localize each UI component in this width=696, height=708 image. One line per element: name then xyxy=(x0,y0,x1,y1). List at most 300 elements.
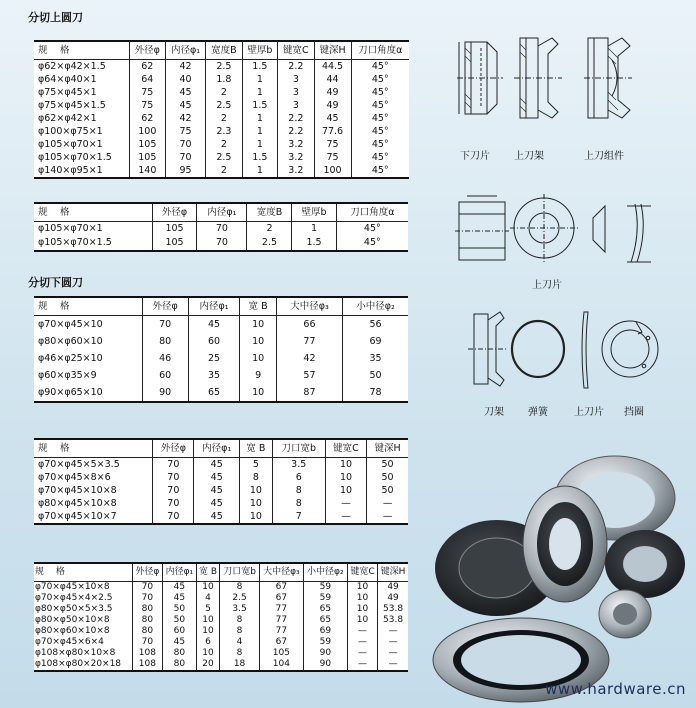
value-cell: 3.2 xyxy=(278,151,314,164)
value-cell: 42 xyxy=(276,350,342,367)
value-cell: 3.5 xyxy=(272,458,325,472)
table-row xyxy=(34,497,408,510)
value-cell: 77.6 xyxy=(314,125,351,138)
value-cell: 10 xyxy=(240,497,272,510)
value-cell: 80 xyxy=(162,648,196,659)
value-cell: 3 xyxy=(278,86,314,99)
value-cell: — xyxy=(325,510,366,524)
value-cell: 10 xyxy=(325,458,366,472)
value-cell: 75 xyxy=(129,99,165,112)
value-cell: 45 xyxy=(165,99,205,112)
spec-cell: φ108×φ80×10×8 xyxy=(35,648,116,658)
column-header: 宽度B xyxy=(247,203,292,222)
value-cell: 10 xyxy=(240,333,277,350)
value-cell: 1.5 xyxy=(242,99,278,112)
section-title-upper-blade: 分切上圆刀 xyxy=(28,11,83,24)
value-cell: 45° xyxy=(351,151,409,164)
column-header: 宽度B xyxy=(206,41,242,60)
value-cell: 8 xyxy=(220,582,260,594)
lower-blade-spec-table-2 xyxy=(34,438,408,525)
value-cell: 75 xyxy=(314,151,351,164)
value-cell: 2 xyxy=(206,138,242,151)
table-row xyxy=(34,99,409,112)
value-cell: 1.5 xyxy=(242,151,278,164)
value-cell: 10 xyxy=(196,615,219,626)
value-cell: 45 xyxy=(194,497,240,510)
spec-cell: φ75×φ45×1.5 xyxy=(38,99,106,111)
value-cell: 5 xyxy=(196,604,219,615)
value-cell: 50 xyxy=(367,471,408,484)
value-cell: 6 xyxy=(272,471,325,484)
value-cell: 95 xyxy=(165,164,205,178)
upper-blade-drawing xyxy=(455,192,675,277)
spec-cell: φ46×φ25×10 xyxy=(38,352,103,364)
lower-blade-spec-table-3 xyxy=(34,562,408,672)
value-cell: 105 xyxy=(152,236,197,251)
value-cell: 70 xyxy=(197,222,247,237)
column-header: 内径φ₁ xyxy=(194,439,240,458)
value-cell: 45° xyxy=(336,236,408,251)
value-cell: 90 xyxy=(142,384,188,402)
value-cell: 100 xyxy=(129,125,165,138)
column-header: 规 格 xyxy=(34,563,132,582)
table-row xyxy=(34,659,408,671)
value-cell: 2.2 xyxy=(278,112,314,125)
spec-cell: φ70×φ45×8×6 xyxy=(38,471,111,483)
spec-cell: φ105×φ70×1.5 xyxy=(38,151,112,163)
column-header: 内径φ₁ xyxy=(188,297,240,316)
column-header: 键深H xyxy=(314,41,351,60)
value-cell: 10 xyxy=(196,626,219,637)
column-header: 规 格 xyxy=(34,439,153,458)
column-header: 键宽C xyxy=(347,563,377,582)
value-cell: 80 xyxy=(142,333,188,350)
value-cell: 45 xyxy=(194,471,240,484)
value-cell: 3.2 xyxy=(278,138,314,151)
column-header: 外径φ xyxy=(153,439,194,458)
value-cell: 140 xyxy=(129,164,165,178)
value-cell: 45° xyxy=(351,60,409,74)
value-cell: 70 xyxy=(142,316,188,334)
table-row xyxy=(34,637,408,648)
value-cell: 2 xyxy=(206,86,242,99)
value-cell: 45° xyxy=(351,164,409,178)
value-cell: 2 xyxy=(206,112,242,125)
spec-cell: φ70×φ45×6×4 xyxy=(35,637,104,647)
column-header: 刀口宽b xyxy=(272,439,325,458)
value-cell: 10 xyxy=(240,484,272,497)
value-cell: 46 xyxy=(142,350,188,367)
value-cell: — xyxy=(347,648,377,659)
value-cell: 56 xyxy=(343,316,408,334)
value-cell: 10 xyxy=(325,471,366,484)
caption-upper-blade: 上刀片 xyxy=(532,280,562,291)
value-cell: 70 xyxy=(165,138,205,151)
spec-cell: φ64×φ40×1 xyxy=(38,73,97,85)
value-cell: 77 xyxy=(259,604,303,615)
value-cell: 3.2 xyxy=(278,164,314,178)
value-cell: 90 xyxy=(303,659,347,671)
value-cell: 45 xyxy=(165,86,205,99)
table-row xyxy=(34,350,408,367)
spec-cell: φ70×φ45×5×3.5 xyxy=(38,458,120,470)
spec-cell: φ80×φ60×10×8 xyxy=(35,626,110,636)
column-header: 大中径φ₃ xyxy=(259,563,303,582)
value-cell: 2.5 xyxy=(220,593,260,604)
value-cell: 8 xyxy=(220,626,260,637)
value-cell: 2.5 xyxy=(247,236,292,251)
value-cell: 70 xyxy=(153,471,194,484)
value-cell: 67 xyxy=(259,582,303,594)
table-row xyxy=(34,471,408,484)
value-cell: 45° xyxy=(351,125,409,138)
column-header: 规 格 xyxy=(34,203,152,222)
value-cell: 2.5 xyxy=(206,99,242,112)
table-row xyxy=(34,510,408,524)
column-header: 小中径φ₂ xyxy=(303,563,347,582)
value-cell: 50 xyxy=(162,615,196,626)
value-cell: — xyxy=(325,497,366,510)
caption-upper-assembly: 上刀组件 xyxy=(584,151,624,162)
table-row xyxy=(34,60,409,74)
value-cell: — xyxy=(378,626,408,637)
value-cell: 8 xyxy=(220,615,260,626)
value-cell: — xyxy=(378,648,408,659)
value-cell: — xyxy=(347,626,377,637)
value-cell: 105 xyxy=(129,138,165,151)
product-photo xyxy=(425,446,690,701)
value-cell: 70 xyxy=(132,637,162,648)
value-cell: 8 xyxy=(240,471,272,484)
caption-upper-blade-2: 上刀片 xyxy=(574,407,604,418)
column-header: 键深H xyxy=(367,439,408,458)
value-cell: 49 xyxy=(314,99,351,112)
value-cell: 70 xyxy=(165,151,205,164)
value-cell: 50 xyxy=(367,484,408,497)
spec-cell: φ60×φ35×9 xyxy=(38,369,97,381)
value-cell: 45 xyxy=(162,582,196,594)
value-cell: 2 xyxy=(206,164,242,178)
column-header: 内径φ₁ xyxy=(162,563,196,582)
table-row xyxy=(34,316,408,334)
value-cell: 60 xyxy=(188,333,240,350)
lower-blade-spec-table xyxy=(34,296,408,403)
value-cell: 67 xyxy=(259,593,303,604)
value-cell: 35 xyxy=(188,367,240,384)
value-cell: 105 xyxy=(152,222,197,237)
value-cell: 53.8 xyxy=(378,604,408,615)
value-cell: 87 xyxy=(276,384,342,402)
value-cell: 1.5 xyxy=(242,60,278,74)
value-cell: 77 xyxy=(259,615,303,626)
spec-cell: φ90×φ65×10 xyxy=(38,386,103,398)
spec-cell: φ80×φ45×10×8 xyxy=(38,497,117,509)
caption-retainer: 挡圈 xyxy=(624,407,644,418)
value-cell: 60 xyxy=(162,626,196,637)
column-header: 外径φ xyxy=(132,563,162,582)
column-header: 键宽C xyxy=(278,41,314,60)
spec-cell: φ80×φ60×10 xyxy=(38,335,103,347)
value-cell: 1.5 xyxy=(292,236,336,251)
value-cell: 10 xyxy=(240,316,277,334)
value-cell: 2.3 xyxy=(206,125,242,138)
value-cell: 69 xyxy=(303,626,347,637)
value-cell: 104 xyxy=(259,659,303,671)
holder-spring-drawing xyxy=(466,304,666,394)
value-cell: 59 xyxy=(303,637,347,648)
spec-cell: φ108×φ80×20×18 xyxy=(35,659,122,669)
value-cell: 10 xyxy=(347,604,377,615)
spec-cell: φ70×φ45×4×2.5 xyxy=(35,593,113,603)
column-header: 外径φ xyxy=(142,297,188,316)
spec-cell: φ105×φ70×1 xyxy=(38,138,103,150)
value-cell: 10 xyxy=(240,384,277,402)
value-cell: 59 xyxy=(303,582,347,594)
column-header: 刀口角度α xyxy=(351,41,409,60)
upper-blade-spec-table xyxy=(34,40,409,179)
table-row xyxy=(34,164,409,178)
value-cell: 50 xyxy=(367,458,408,472)
value-cell: 77 xyxy=(259,626,303,637)
value-cell: 90 xyxy=(303,648,347,659)
value-cell: — xyxy=(347,637,377,648)
table-row xyxy=(34,112,409,125)
value-cell: 10 xyxy=(196,648,219,659)
value-cell: 10 xyxy=(240,350,277,367)
column-header: 内径φ₁ xyxy=(197,203,247,222)
value-cell: 1 xyxy=(242,112,278,125)
value-cell: 65 xyxy=(303,615,347,626)
value-cell: 75 xyxy=(165,125,205,138)
spec-cell: φ70×φ45×10 xyxy=(38,318,103,330)
value-cell: 1 xyxy=(242,73,278,86)
value-cell: 45 xyxy=(194,458,240,472)
value-cell: 1 xyxy=(242,164,278,178)
value-cell: 62 xyxy=(129,112,165,125)
value-cell: 9 xyxy=(240,367,277,384)
caption-spring: 弹簧 xyxy=(528,407,548,418)
value-cell: 67 xyxy=(259,637,303,648)
value-cell: 3 xyxy=(278,73,314,86)
value-cell: 10 xyxy=(347,582,377,594)
value-cell: 49 xyxy=(378,593,408,604)
value-cell: 45° xyxy=(351,99,409,112)
value-cell: 70 xyxy=(153,458,194,472)
upper-assembly-drawing xyxy=(582,28,634,128)
value-cell: 1 xyxy=(242,86,278,99)
spec-cell: φ70×φ45×10×7 xyxy=(38,510,117,522)
table-row xyxy=(34,582,408,594)
value-cell: 45 xyxy=(162,593,196,604)
value-cell: 18 xyxy=(220,659,260,671)
column-header: 键深H xyxy=(378,563,408,582)
value-cell: 2.5 xyxy=(206,151,242,164)
value-cell: 75 xyxy=(314,138,351,151)
value-cell: 108 xyxy=(132,659,162,671)
table-row xyxy=(34,222,408,237)
caption-holder: 刀架 xyxy=(484,407,504,418)
spec-cell: φ80×φ50×10×8 xyxy=(35,615,110,625)
value-cell: 70 xyxy=(153,510,194,524)
value-cell: 70 xyxy=(132,582,162,594)
table-row xyxy=(34,86,409,99)
value-cell: 70 xyxy=(153,484,194,497)
spec-cell: φ80×φ50×5×3.5 xyxy=(35,604,113,614)
value-cell: 8 xyxy=(272,484,325,497)
table-row xyxy=(34,484,408,497)
value-cell: 3.5 xyxy=(220,604,260,615)
column-header: 小中径φ₂ xyxy=(343,297,408,316)
caption-upper-holder: 上刀架 xyxy=(514,151,544,162)
value-cell: 49 xyxy=(378,582,408,594)
column-header: 宽 B xyxy=(240,439,272,458)
value-cell: 105 xyxy=(129,151,165,164)
value-cell: 45° xyxy=(351,138,409,151)
value-cell: 5 xyxy=(240,458,272,472)
value-cell: 20 xyxy=(196,659,219,671)
value-cell: 45 xyxy=(194,484,240,497)
spec-cell: φ105×φ70×1.5 xyxy=(38,237,112,249)
value-cell: 80 xyxy=(132,626,162,637)
table-row xyxy=(34,73,409,86)
value-cell: 45° xyxy=(336,222,408,237)
column-header: 外径φ xyxy=(129,41,165,60)
spec-cell: φ70×φ45×10×8 xyxy=(38,484,117,496)
value-cell: 77 xyxy=(276,333,342,350)
column-header: 大中径φ₃ xyxy=(276,297,342,316)
value-cell: 70 xyxy=(197,236,247,251)
value-cell: 60 xyxy=(142,367,188,384)
value-cell: 50 xyxy=(162,604,196,615)
collar-ring xyxy=(605,530,685,598)
value-cell: 6 xyxy=(196,637,219,648)
spec-cell: φ75×φ45×1 xyxy=(38,86,97,98)
column-header: 外径φ xyxy=(152,203,197,222)
value-cell: 66 xyxy=(276,316,342,334)
value-cell: 2.2 xyxy=(278,60,314,74)
value-cell: 100 xyxy=(314,164,351,178)
upper-blade-unit xyxy=(523,486,607,602)
spec-cell: φ62×φ42×1 xyxy=(38,112,97,124)
value-cell: 40 xyxy=(165,73,205,86)
value-cell: 2 xyxy=(247,222,292,237)
value-cell: — xyxy=(367,497,408,510)
value-cell: 4 xyxy=(220,637,260,648)
value-cell: 2.2 xyxy=(278,125,314,138)
value-cell: 3 xyxy=(278,99,314,112)
table-row xyxy=(34,458,408,472)
value-cell: 108 xyxy=(132,648,162,659)
upper-holder-drawing xyxy=(512,28,564,128)
value-cell: — xyxy=(378,637,408,648)
column-header: 壁厚b xyxy=(292,203,336,222)
spec-cell: φ70×φ45×10×8 xyxy=(35,582,110,592)
value-cell: 80 xyxy=(132,615,162,626)
spec-cell: φ62×φ42×1.5 xyxy=(38,60,106,72)
value-cell: 2.5 xyxy=(206,60,242,74)
spec-cell: φ100×φ75×1 xyxy=(38,125,103,137)
value-cell: 42 xyxy=(165,112,205,125)
spec-cell: φ140×φ95×1 xyxy=(38,164,103,176)
value-cell: 64 xyxy=(129,73,165,86)
table-row xyxy=(34,384,408,402)
table-row xyxy=(34,593,408,604)
column-header: 规 格 xyxy=(34,41,129,60)
bearing xyxy=(599,590,651,638)
value-cell: 62 xyxy=(129,60,165,74)
column-header: 键宽C xyxy=(325,439,366,458)
value-cell: 10 xyxy=(196,582,219,594)
value-cell: 53.8 xyxy=(378,615,408,626)
value-cell: 80 xyxy=(132,604,162,615)
value-cell: 65 xyxy=(188,384,240,402)
value-cell: 75 xyxy=(129,86,165,99)
value-cell: — xyxy=(347,659,377,671)
value-cell: 8 xyxy=(220,648,260,659)
value-cell: — xyxy=(378,659,408,671)
value-cell: 25 xyxy=(188,350,240,367)
column-header: 壁厚b xyxy=(242,41,278,60)
value-cell: 45° xyxy=(351,112,409,125)
value-cell: 45° xyxy=(351,86,409,99)
column-header: 内径φ₁ xyxy=(165,41,205,60)
table-row xyxy=(34,367,408,384)
value-cell: 10 xyxy=(347,593,377,604)
value-cell: 8 xyxy=(272,497,325,510)
table-row xyxy=(34,648,408,659)
column-header: 刀口角度α xyxy=(336,203,408,222)
value-cell: 78 xyxy=(343,384,408,402)
value-cell: 70 xyxy=(153,497,194,510)
value-cell: 69 xyxy=(343,333,408,350)
value-cell: 10 xyxy=(325,484,366,497)
column-header: 刀口宽b xyxy=(220,563,260,582)
value-cell: 45 xyxy=(162,637,196,648)
table-row xyxy=(34,615,408,626)
spec-cell: φ105×φ70×1 xyxy=(38,223,103,235)
table-row xyxy=(34,236,408,251)
section-title-lower-blade: 分切下圆刀 xyxy=(28,276,83,289)
lower-blade-drawing xyxy=(455,28,505,128)
table-row xyxy=(34,138,409,151)
value-cell: 49 xyxy=(314,86,351,99)
value-cell: 44 xyxy=(314,73,351,86)
value-cell: 45 xyxy=(314,112,351,125)
value-cell: 1.8 xyxy=(206,73,242,86)
value-cell: 10 xyxy=(347,615,377,626)
value-cell: 59 xyxy=(303,593,347,604)
value-cell: 1 xyxy=(242,138,278,151)
value-cell: 45° xyxy=(351,73,409,86)
value-cell: 42 xyxy=(165,60,205,74)
value-cell: 57 xyxy=(276,367,342,384)
table-row xyxy=(34,626,408,637)
column-header: 宽 B xyxy=(240,297,277,316)
value-cell: 35 xyxy=(343,350,408,367)
value-cell: 4 xyxy=(196,593,219,604)
table-row xyxy=(34,333,408,350)
value-cell: 1 xyxy=(242,125,278,138)
caption-lower-blade: 下刀片 xyxy=(460,151,490,162)
watermark: www.hardware.cn xyxy=(545,680,686,698)
table-row xyxy=(34,151,409,164)
value-cell: 105 xyxy=(259,648,303,659)
value-cell: 65 xyxy=(303,604,347,615)
column-header: 宽 B xyxy=(196,563,219,582)
table-row xyxy=(34,125,409,138)
value-cell: 1 xyxy=(292,222,336,237)
upper-blade-spec-table-2 xyxy=(34,202,408,252)
